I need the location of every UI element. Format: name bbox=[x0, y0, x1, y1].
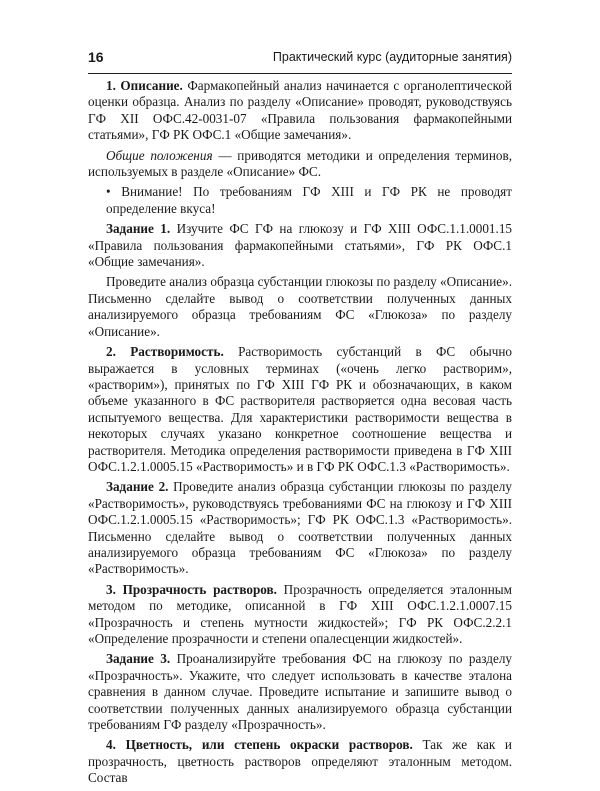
paragraph-task-3 bbox=[88, 651, 512, 733]
italic-term: Общие положения bbox=[106, 147, 213, 163]
section-heading: 1. Описание. bbox=[106, 78, 183, 93]
section-heading: 3. Прозрачность растворов. bbox=[106, 581, 277, 597]
paragraph-text: — приводятся методики и определения терминов, используемых в разделе «Описание» ФС. bbox=[88, 147, 513, 180]
paragraph-task-1-instructions bbox=[88, 274, 512, 340]
running-title: Практический курс (аудиторные занятия) bbox=[272, 50, 512, 64]
page-header bbox=[88, 49, 512, 74]
paragraph-transparency bbox=[88, 582, 512, 648]
paragraph-solubility bbox=[88, 344, 512, 475]
task-heading: Задание 1. bbox=[106, 221, 171, 237]
task-heading: Задание 3. bbox=[106, 651, 171, 667]
bullet-icon: • bbox=[106, 184, 111, 200]
paragraph-task-1 bbox=[88, 221, 512, 270]
paragraph-text: Проанализируйте требования ФС на глюкозу по разделу «Прозрачность». Укажите, что следует использовать в качестве эталона сравнения в данном случае. Проведите испытание и запишите вывод о соответствии полученных данных анализируемого образца субстанции требованиям ГФ разделу «Прозрачность». bbox=[88, 651, 513, 733]
paragraph-text: Изучите ФС ГФ на глюкозу и ГФ XIII ОФС.1.1.0001.15 «Правила пользования фармакопейными статьями», ГФ РК ОФС.1 «Общие замечания». bbox=[88, 221, 513, 270]
section-heading: 4. Цветность, или степень окраски растворов. bbox=[106, 737, 413, 753]
paragraph-text: Проведите анализ образца субстанции глюкозы по разделу «Растворимость», руководствуясь требованиями ФС на глюкозу и ГФ XIII ОФС.1.2.1.0005.15 «Растворимость»; ГФ РК ОФС.1.3 «Растворимость». Письменно сделайте вывод о соответствии полученных данных анализируемого образца требованиям ФС «Глюкоза» по разделу «Растворимость». bbox=[88, 479, 512, 577]
paragraph-text: Фармакопейный анализ начинается с органолептической оценки образца. Анализ по разделу «Описание» проводят, руководствуясь ГФ XII ОФС.42-0031-07 «Правила пользования фармакопейными статьями», ГФ РК ОФС.1 «Общие замечания». bbox=[88, 78, 512, 143]
task-heading: Задание 2. bbox=[106, 479, 169, 495]
paragraph-text: Так же как и прозрачность, цветность растворов определяют эталонным методом. Состав bbox=[88, 737, 512, 786]
paragraph-description bbox=[88, 78, 512, 144]
paragraph-text: Проведите анализ образца субстанции глюкозы по разделу «Описание». Письменно сделайте вывод о соответствии полученных данных анализируемого образца требованиям ФС «Глюкоза» по разделу «Описание». bbox=[88, 274, 512, 339]
paragraph-text: Растворимость субстанций в ФС обычно выражается в условных терминах («очень легко растворим», «растворим»), принятых по ГФ XIII ГФ РК и обозначающих, в каком объеме указанного в ФС растворителя растворяется одна весовая часть испытуемого вещества. Для характеристики растворимости вещества в некоторых случаях указано конкретное соотношение вещества и растворителя. Методика определения растворимости приведена в ГФ XIII ОФС.1.2.1.0005.15 «Растворимость» и в ГФ РК ОФС.1.3 «Растворимость». bbox=[88, 344, 512, 474]
paragraph-general-provisions bbox=[88, 148, 512, 181]
page-number: 16 bbox=[88, 49, 104, 65]
paragraph-color bbox=[88, 737, 512, 786]
paragraph-warning bbox=[88, 184, 512, 217]
paragraph-task-2 bbox=[88, 479, 512, 577]
section-heading: 2. Растворимость. bbox=[106, 344, 224, 360]
paragraph-text: Прозрачность определяется эталонным методом по методике, описанной в ГФ XIII ОФС.1.2.1.0007.15 «Прозрачность и степень мутности жидкостей»; ГФ РК ОФС.2.2.1 «Определение прозрачности и степени опалесценции жидкостей». bbox=[88, 581, 512, 646]
page-body bbox=[88, 78, 512, 791]
paragraph-text: Внимание! По требованиям ГФ XIII и ГФ РК не проводят определение вкуса! bbox=[106, 184, 512, 216]
